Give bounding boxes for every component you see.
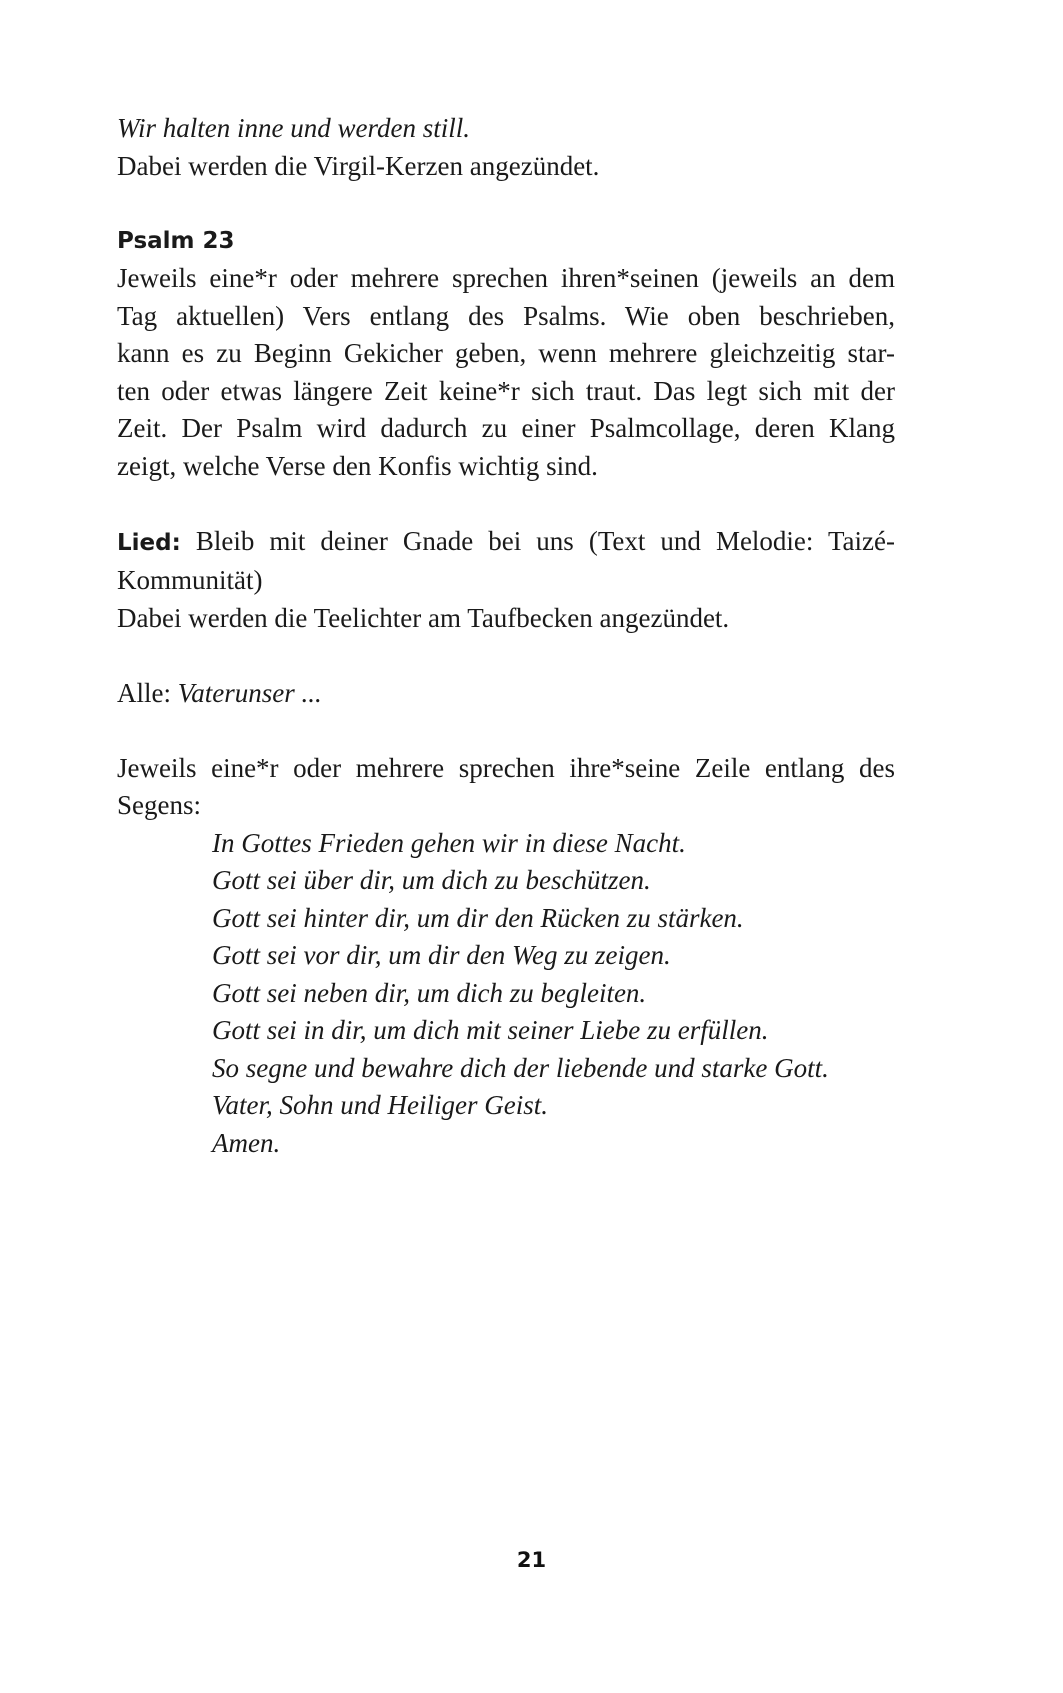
- intro-italic-line: Wir halten inne und werden still.: [117, 113, 470, 143]
- blessing-line: Gott sei vor dir, um dir den Weg zu zeigen.: [212, 940, 671, 970]
- vaterunser-line: [117, 675, 895, 713]
- blessing-line: Gott sei neben dir, um dich zu begleiten.: [212, 977, 647, 1008]
- lied-label: Lied:: [117, 529, 181, 556]
- psalm-line: Jeweils eine*r oder mehrere sprechen ihren*seinen (jeweils an dem: [117, 263, 895, 293]
- psalm-heading: Psalm 23: [117, 227, 235, 254]
- psalm-line: kann es zu Beginn Gekicher geben, wenn mehrere gleichzeitig star-: [117, 338, 895, 368]
- blessing-line: Gott sei in dir, um dich mit seiner Liebe zu erfüllen.: [212, 1015, 769, 1045]
- lied-line: Dabei werden die Teelichter am Taufbecken angezündet.: [117, 602, 730, 633]
- page-content: [117, 110, 895, 1162]
- psalm-paragraph: [117, 260, 895, 485]
- segen-intro-line: Jeweils eine*r oder mehrere sprechen ihre*seine Zeile entlang des: [117, 752, 895, 783]
- blessing-line: Vater, Sohn und Heiliger Geist.: [212, 1090, 548, 1120]
- segen-blessing: [117, 825, 895, 1163]
- psalm-line: Zeit. Der Psalm wird dadurch zu einer Psalmcollage, deren Klang: [117, 413, 895, 443]
- intro-line: Dabei werden die Virgil-Kerzen angezündet.: [117, 150, 600, 181]
- psalm-line: ten oder etwas längere Zeit keine*r sich traut. Das legt sich mit der: [117, 375, 895, 406]
- page-number: 21: [516, 1548, 547, 1572]
- lied-line: Kommunität): [117, 565, 263, 595]
- lied-line: [117, 523, 895, 563]
- segen-intro-line: Segens:: [117, 790, 201, 820]
- blessing-line: So segne und bewahre dich der liebende und starke Gott.: [212, 1052, 829, 1083]
- lied-title: Bleib mit deiner Gnade bei uns (Text und Melodie: Taizé-: [180, 525, 895, 556]
- vaterunser-text: Vaterunser ...: [177, 677, 322, 708]
- blessing-line: Amen.: [212, 1127, 281, 1158]
- psalm-line: zeigt, welche Verse den Konfis wichtig sind.: [117, 450, 598, 481]
- blessing-line: In Gottes Frieden gehen wir in diese Nacht.: [212, 827, 686, 858]
- blessing-line: Gott sei über dir, um dich zu beschützen.: [212, 865, 651, 895]
- lied-paragraph: [117, 523, 895, 638]
- psalm-line: Tag aktuellen) Vers entlang des Psalms. Wie oben beschrieben,: [117, 300, 895, 331]
- vaterunser-prefix: Alle:: [117, 677, 178, 708]
- blessing-line: Gott sei hinter dir, um dir den Rücken zu stärken.: [212, 902, 744, 933]
- segen-section: [117, 750, 895, 1163]
